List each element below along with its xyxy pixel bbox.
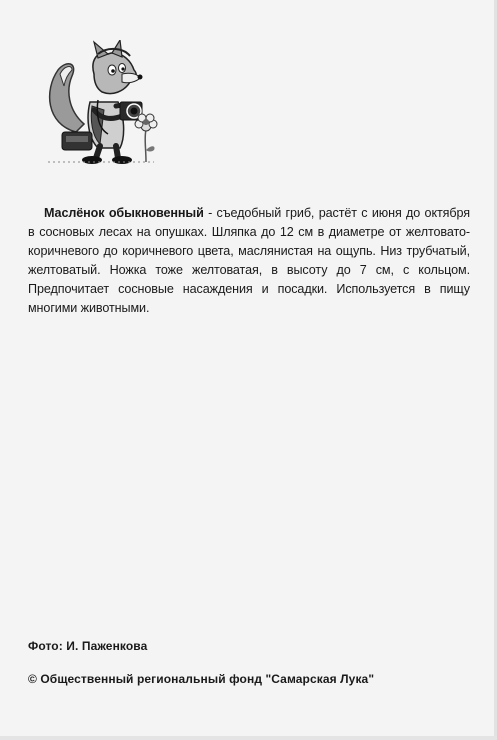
article-paragraph	[28, 204, 470, 318]
article-title: Маслёнок обыкновенный	[44, 206, 204, 220]
page-edge-bottom	[0, 736, 497, 740]
article-text	[28, 204, 470, 318]
fox-photographer-icon	[38, 40, 168, 170]
photo-credit: Фото: И. Паженкова	[28, 639, 148, 653]
article-body: - съедобный гриб, растёт с июня до октября в сосновых лесах на опушках. Шляпка до 12 см в диаметре от желтовато-коричневого до коричневого цвета, маслянистая на ощупь. Низ трубчатый, желтоватый. Ножка тоже желтоватая, в высоту до 7 см, с кольцом. Предпочитает сосновые насаждения и посадки. Используется в пищу многими животными.	[28, 206, 470, 315]
copyright-notice: © Общественный региональный фонд "Самарская Лука"	[28, 672, 375, 686]
